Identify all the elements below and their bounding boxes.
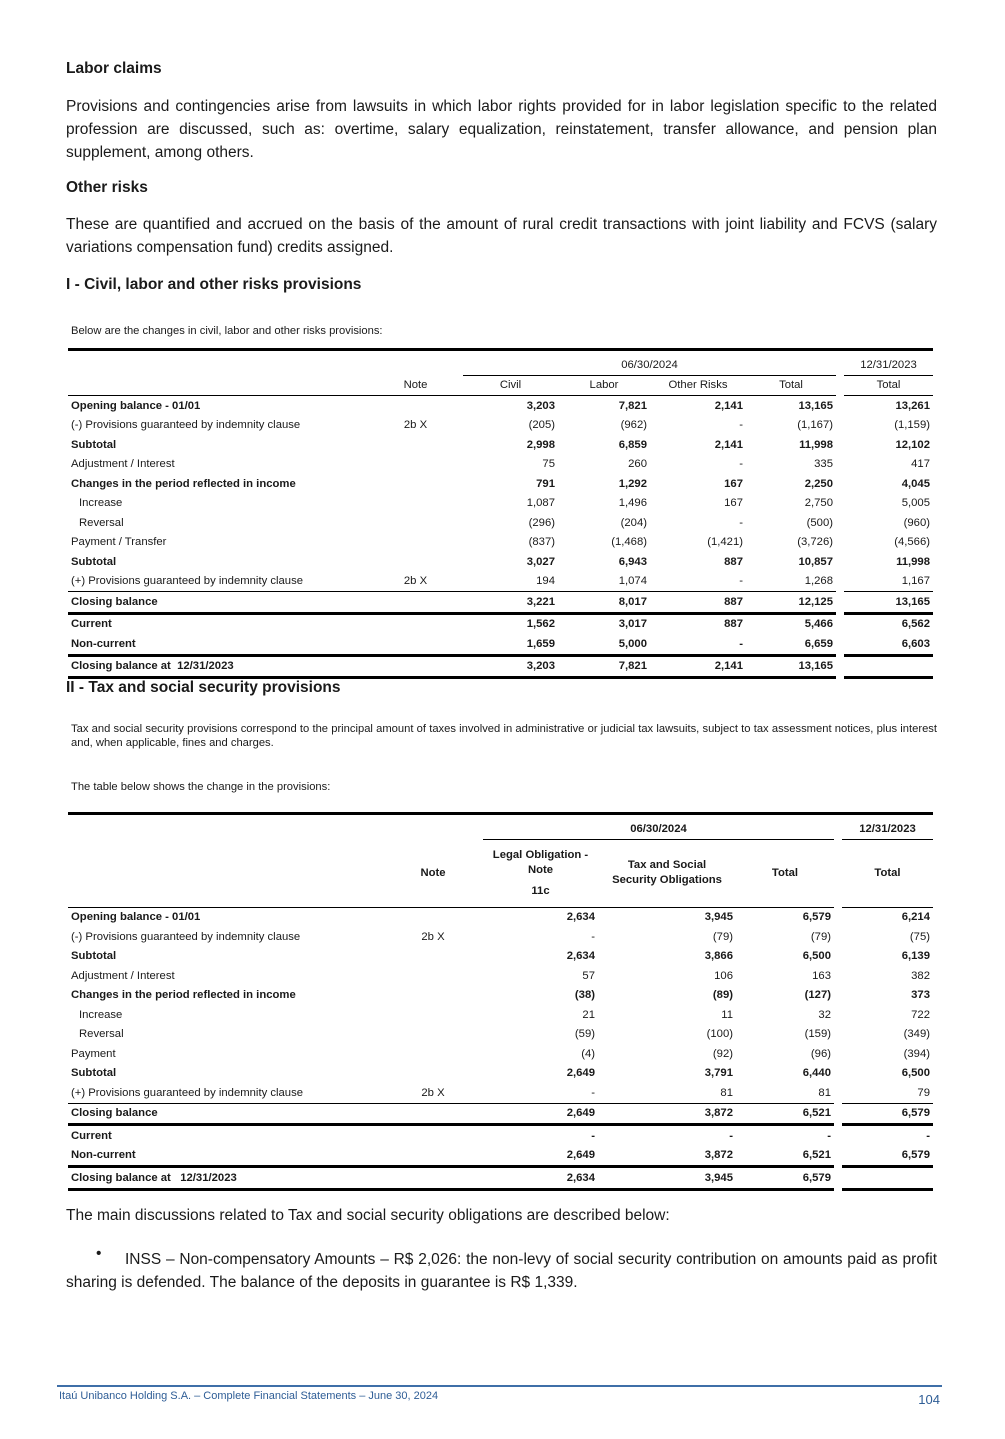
row-value: 6,500: [901, 1067, 930, 1080]
row-value: 1,074: [558, 572, 650, 592]
col-total-prior: Total: [842, 839, 933, 907]
row-value: 1,087: [526, 497, 555, 510]
row-value: (4): [581, 1047, 595, 1060]
row-value: (92): [712, 1047, 733, 1060]
row-value: 1,562: [526, 618, 555, 631]
row-value: (38): [574, 989, 595, 1002]
row-value: (100): [706, 1028, 733, 1041]
row-value: 6,603: [844, 634, 933, 655]
row-value: 2,141: [714, 438, 743, 451]
row-value: 2,649: [566, 1067, 595, 1080]
column-gap: [836, 416, 844, 436]
row-value: 194: [463, 572, 558, 592]
row-value: 335: [814, 458, 833, 471]
row-note: 2b X: [383, 1083, 483, 1103]
row-value: 11,998: [896, 555, 930, 568]
row-note: [368, 435, 463, 455]
row-value: (1,159): [894, 419, 930, 432]
row-value: 11,998: [799, 438, 833, 451]
row-note: 2b X: [421, 930, 445, 943]
page-number: 104: [918, 1392, 940, 1407]
row-value: 2,634: [483, 1167, 598, 1190]
table-row: [68, 592, 933, 614]
row-value: 373: [911, 989, 930, 1002]
row-value: -: [591, 930, 595, 943]
row-label: Increase: [79, 497, 123, 510]
row-label: Payment: [71, 1047, 116, 1060]
col-legal-obligation: [483, 839, 598, 907]
table-row: [68, 655, 933, 678]
tax-social-security-label: Tax and Social Security Obligations: [612, 859, 722, 886]
discussions-text: The main discussions related to Tax and social security obligations are described below:: [66, 1207, 670, 1224]
row-value: 1,659: [463, 634, 558, 655]
table-row: [68, 513, 933, 533]
row-note: [383, 1125, 483, 1146]
row-note: [383, 1025, 483, 1045]
row-value: 887: [724, 555, 743, 568]
table-row: [68, 927, 933, 947]
row-label: (-) Provisions guaranteed by indemnity clause: [71, 419, 301, 432]
col-note: Note: [368, 375, 463, 396]
row-value: 81: [736, 1083, 834, 1103]
row-value: 163: [812, 969, 831, 982]
row-note: [368, 474, 463, 494]
row-value: 10,857: [798, 555, 833, 568]
column-gap: [834, 966, 842, 986]
row-value: 6,562: [901, 618, 930, 631]
column-gap: [834, 1005, 842, 1025]
row-value: [842, 1167, 933, 1190]
row-value: 722: [911, 1008, 930, 1021]
row-value: -: [591, 1129, 595, 1142]
column-gap: [834, 1167, 842, 1190]
row-value: 13,261: [895, 399, 930, 412]
table-row: [68, 474, 933, 494]
col-total-prior: Total: [844, 375, 933, 396]
row-value: 2,634: [566, 950, 595, 963]
column-gap: [834, 1125, 842, 1146]
row-value: 6,579: [842, 1146, 933, 1167]
table-row: [68, 494, 933, 514]
row-value: 13,165: [798, 399, 833, 412]
row-value: 13,165: [844, 592, 933, 614]
row-value: (1,421): [707, 536, 743, 549]
row-value: 382: [911, 969, 930, 982]
civil-provisions-table: [68, 348, 933, 679]
row-value: [844, 655, 933, 678]
column-gap: [836, 435, 844, 455]
row-label: Adjustment / Interest: [71, 969, 175, 982]
table-row: [68, 966, 933, 986]
row-value: 2,649: [483, 1103, 598, 1125]
table-row: [68, 947, 933, 967]
column-gap: [834, 1044, 842, 1064]
column-gap: [834, 1103, 842, 1125]
row-value: (159): [804, 1028, 831, 1041]
row-value: (3,726): [797, 536, 833, 549]
row-value: 6,579: [802, 911, 831, 924]
row-value: 3,872: [598, 1103, 736, 1125]
table-row: [68, 1103, 933, 1125]
column-gap: [836, 572, 844, 592]
row-value: 260: [628, 458, 647, 471]
column-gap: [834, 927, 842, 947]
row-note: [383, 1103, 483, 1125]
row-label: Changes in the period reflected in income: [71, 989, 296, 1002]
tax-text: Tax and social security provisions correspond to the principal amount of taxes involved in administrative or judicial tax lawsuits, subject to tax assessment notices, plus interest and, when applicable, fines and charges.: [71, 723, 937, 749]
table-row: [68, 396, 933, 416]
column-gap: [836, 513, 844, 533]
row-value: (960): [903, 516, 930, 529]
row-value: 3,872: [598, 1146, 736, 1167]
row-value: -: [739, 516, 743, 529]
row-note: [383, 907, 483, 927]
row-note: [383, 1146, 483, 1167]
labor-claims-text: Provisions and contingencies arise from lawsuits in which labor rights provided for in labor legislation specific to the related profession are discussed, such as: overtime, salary equalization, reinstatement, transfer allowance, and pension plan supplement, among others.: [66, 98, 937, 161]
row-label: (-) Provisions guaranteed by indemnity clause: [71, 930, 301, 943]
column-gap: [836, 634, 844, 655]
column-gap: [834, 1025, 842, 1045]
table-row: [68, 1125, 933, 1146]
row-value: (394): [903, 1047, 930, 1060]
row-value: 2,998: [526, 438, 555, 451]
row-note: [383, 1044, 483, 1064]
row-value: 21: [582, 1008, 595, 1021]
row-value: -: [483, 1083, 598, 1103]
row-value: 6,440: [802, 1067, 831, 1080]
row-value: -: [650, 572, 746, 592]
row-value: 5,000: [558, 634, 650, 655]
row-value: (4,566): [894, 536, 930, 549]
row-note: 2b X: [403, 419, 428, 432]
row-value: 3,866: [704, 950, 733, 963]
row-value: 3,945: [598, 1167, 736, 1190]
row-value: 5,466: [804, 618, 833, 631]
row-label: (+) Provisions guaranteed by indemnity clause: [68, 1083, 383, 1103]
row-value: 3,945: [704, 911, 733, 924]
row-value: (296): [528, 516, 555, 529]
table-row: [68, 1167, 933, 1190]
period-current-header: 06/30/2024: [483, 819, 834, 839]
row-value: 6,859: [618, 438, 647, 451]
row-note: [368, 455, 463, 475]
row-note: [383, 1167, 483, 1190]
row-note: [368, 613, 463, 634]
table-row: [68, 1083, 933, 1103]
row-value: 1,292: [618, 477, 647, 490]
bullet-icon: •: [96, 1245, 102, 1262]
row-value: 791: [536, 477, 555, 490]
row-label: (+) Provisions guaranteed by indemnity clause: [68, 572, 368, 592]
column-gap: [836, 494, 844, 514]
row-value: 7,821: [618, 399, 647, 412]
table-row: [68, 533, 933, 553]
row-value: 3,791: [704, 1067, 733, 1080]
other-risks-text: These are quantified and accrued on the basis of the amount of rural credit transactions with joint liability and FCVS (salary variations compensation fund) credits assigned.: [66, 216, 937, 256]
row-value: -: [739, 419, 743, 432]
row-note: [368, 592, 463, 614]
table-row: [68, 435, 933, 455]
footer-company-text: Itaú Unibanco Holding S.A. – Complete Financial Statements – June 30, 2024: [59, 1390, 439, 1402]
row-note: [368, 396, 463, 416]
col-total: Total: [736, 839, 834, 907]
civil-intro: Below are the changes in civil, labor and other risks provisions:: [71, 325, 383, 337]
row-value: (127): [804, 989, 831, 1002]
col-labor: Labor: [558, 375, 650, 396]
row-label: Closing balance at 12/31/2023: [68, 1167, 383, 1190]
row-value: 75: [542, 458, 555, 471]
row-value: (837): [528, 536, 555, 549]
row-value: 2,634: [566, 911, 595, 924]
row-value: 887: [724, 618, 743, 631]
row-value: -: [739, 458, 743, 471]
row-label: Non-current: [68, 1146, 383, 1167]
row-value: 6,214: [901, 911, 930, 924]
col-other-risks: Other Risks: [650, 375, 746, 396]
row-label: Subtotal: [71, 1067, 117, 1080]
row-value: (89): [712, 989, 733, 1002]
row-value: (349): [903, 1028, 930, 1041]
col-tax-social-security: [598, 839, 736, 907]
row-value: 1,268: [746, 572, 836, 592]
period-prior-header: 12/31/2023: [842, 819, 933, 839]
row-value: -: [827, 1129, 831, 1142]
row-note: 2b X: [368, 572, 463, 592]
row-label: Subtotal: [71, 555, 117, 568]
table-row: [68, 1025, 933, 1045]
row-label: Opening balance - 01/01: [71, 399, 201, 412]
table-row: [68, 1064, 933, 1084]
row-label: Closing balance: [68, 592, 368, 614]
column-gap: [836, 592, 844, 614]
row-value: (75): [909, 930, 930, 943]
row-value: 887: [650, 592, 746, 614]
column-gap: [834, 947, 842, 967]
row-value: 3,203: [526, 399, 555, 412]
row-value: (500): [806, 516, 833, 529]
row-label: Subtotal: [71, 438, 117, 451]
row-label: Changes in the period reflected in income: [71, 477, 296, 490]
row-value: 12,102: [895, 438, 930, 451]
row-label: Payment / Transfer: [71, 536, 167, 549]
table-row: [68, 613, 933, 634]
column-gap: [836, 533, 844, 553]
row-note: [383, 1064, 483, 1084]
row-note: [383, 966, 483, 986]
row-value: 6,943: [618, 555, 647, 568]
row-value: 2,649: [483, 1146, 598, 1167]
column-gap: [834, 907, 842, 927]
row-value: 167: [724, 477, 743, 490]
period-prior-header: 12/31/2023: [844, 355, 933, 375]
column-gap: [836, 613, 844, 634]
row-value: 5,005: [901, 497, 930, 510]
col-total: Total: [746, 375, 836, 396]
table-row: [68, 634, 933, 655]
row-value: -: [926, 1129, 930, 1142]
row-label: Increase: [79, 1008, 123, 1021]
row-value: (79): [810, 930, 831, 943]
row-value: (79): [712, 930, 733, 943]
column-gap: [836, 455, 844, 475]
row-label: Closing balance: [68, 1103, 383, 1125]
column-gap: [834, 1083, 842, 1103]
row-value: 3,017: [618, 618, 647, 631]
row-label: Closing balance at 12/31/2023: [68, 655, 368, 678]
column-gap: [836, 552, 844, 572]
page-footer: [57, 1385, 942, 1407]
row-value: 12,125: [746, 592, 836, 614]
row-value: (59): [574, 1028, 595, 1041]
row-label: Adjustment / Interest: [71, 458, 175, 471]
row-value: 2,141: [650, 655, 746, 678]
row-value: 6,521: [736, 1146, 834, 1167]
row-value: 6,659: [746, 634, 836, 655]
civil-provisions-heading: I - Civil, labor and other risks provisions: [66, 276, 362, 293]
row-label: Subtotal: [71, 950, 117, 963]
row-value: 32: [818, 1008, 831, 1021]
row-value: 6,139: [901, 950, 930, 963]
row-value: 2,141: [714, 399, 743, 412]
row-value: 81: [598, 1083, 736, 1103]
row-value: 3,027: [526, 555, 555, 568]
col-note: Note: [383, 839, 483, 907]
row-value: 1,496: [618, 497, 647, 510]
row-value: 2,250: [804, 477, 833, 490]
table-row: [68, 572, 933, 592]
row-note: [383, 1005, 483, 1025]
legal-obligation-note-ref: 11c: [531, 884, 550, 897]
row-value: (1,167): [797, 419, 833, 432]
row-value: 6,521: [736, 1103, 834, 1125]
inss-bullet-text: INSS – Non-compensatory Amounts – R$ 2,026: the non-levy of social security contribution on amounts paid as profit sharing is defended. The balance of the deposits in guarantee is R$ 1,339.: [66, 1251, 937, 1291]
row-value: (204): [620, 516, 647, 529]
row-value: 8,017: [558, 592, 650, 614]
table-row: [68, 1146, 933, 1167]
row-label: Reversal: [79, 516, 124, 529]
row-label: Opening balance - 01/01: [71, 911, 201, 924]
column-gap: [834, 1146, 842, 1167]
row-value: 167: [724, 497, 743, 510]
table-row: [68, 552, 933, 572]
row-value: 4,045: [901, 477, 930, 490]
table-row: [68, 907, 933, 927]
column-gap: [836, 655, 844, 678]
tax-provisions-heading: II - Tax and social security provisions: [66, 679, 341, 696]
row-value: (205): [528, 419, 555, 432]
row-label: Non-current: [68, 634, 368, 655]
table-row: [68, 416, 933, 436]
row-note: [383, 947, 483, 967]
row-note: [368, 552, 463, 572]
tax-intro: The table below shows the change in the provisions:: [71, 781, 331, 793]
row-note: [368, 655, 463, 678]
labor-claims-heading: Labor claims: [66, 60, 162, 77]
row-value: 106: [714, 969, 733, 982]
row-label: Current: [71, 618, 112, 631]
row-value: 2,750: [804, 497, 833, 510]
row-value: 6,579: [736, 1167, 834, 1190]
row-note: [368, 513, 463, 533]
other-risks-heading: Other risks: [66, 179, 148, 196]
table-row: [68, 1005, 933, 1025]
row-note: [368, 634, 463, 655]
column-gap: [836, 474, 844, 494]
table-row: [68, 1044, 933, 1064]
row-value: 3,221: [463, 592, 558, 614]
row-value: 6,500: [802, 950, 831, 963]
row-note: [383, 986, 483, 1006]
tax-provisions-table: [68, 812, 933, 1191]
row-value: -: [650, 634, 746, 655]
row-note: [368, 533, 463, 553]
row-value: 79: [842, 1083, 933, 1103]
row-value: 57: [582, 969, 595, 982]
table-row: [68, 455, 933, 475]
row-value: 13,165: [746, 655, 836, 678]
row-note: [368, 494, 463, 514]
column-gap: [834, 986, 842, 1006]
column-gap: [834, 1064, 842, 1084]
row-value: 1,167: [844, 572, 933, 592]
period-current-header: 06/30/2024: [463, 355, 836, 375]
row-value: 11: [721, 1008, 733, 1021]
row-value: 3,203: [463, 655, 558, 678]
row-label: Reversal: [79, 1028, 124, 1041]
row-value: 7,821: [558, 655, 650, 678]
table-row: [68, 986, 933, 1006]
row-value: 6,579: [842, 1103, 933, 1125]
column-gap: [836, 396, 844, 416]
row-value: (96): [810, 1047, 831, 1060]
row-value: (1,468): [611, 536, 647, 549]
row-value: (962): [620, 419, 647, 432]
legal-obligation-label: Legal Obligation - Note: [492, 848, 589, 876]
row-value: -: [729, 1129, 733, 1142]
row-value: 417: [911, 458, 930, 471]
row-label: Current: [71, 1129, 112, 1142]
col-civil: Civil: [463, 375, 558, 396]
